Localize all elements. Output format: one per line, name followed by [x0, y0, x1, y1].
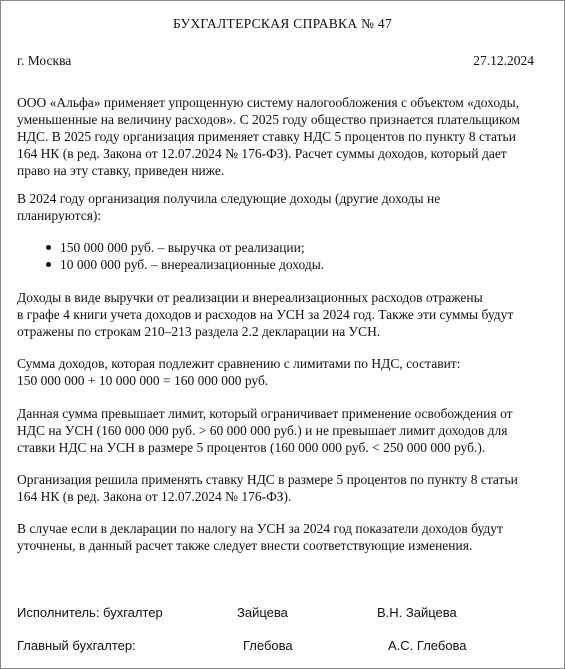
- text-line: НДС на УСН (160 000 000 руб. > 60 000 000 руб.) и не превышает лимит доходов для: [17, 423, 508, 438]
- text-line: уменьшенные на величину расходов». С 2025 году общество признается плательщиком: [17, 112, 520, 127]
- text-line: НДС. В 2025 году организация применяет ставку НДС 5 процентов по пункту 8 статьи: [17, 129, 516, 144]
- list-item: 10 000 000 руб. – внереализационные доходы.: [17, 256, 324, 273]
- text-line: Организация решила применять ставку НДС в размере 5 процентов по пункту 8 статьи: [17, 472, 518, 487]
- text-line: в графе 4 книги учета доходов и расходов на УСН за 2024 год. Также эти суммы будут: [17, 307, 514, 322]
- paragraph-income: [17, 190, 440, 224]
- chief-accountant-role: Главный бухгалтер:: [17, 638, 136, 653]
- text-line: ООО «Альфа» применяет упрощенную систему налогообложения с объектом «доходы,: [17, 95, 520, 110]
- text-line: планируются):: [17, 208, 102, 223]
- text-line: 150 000 000 + 10 000 000 = 160 000 000 руб.: [17, 373, 269, 388]
- paragraph-accounting: [17, 289, 513, 340]
- city: г. Москва: [17, 53, 72, 68]
- text-line: В случае если в декларации по налогу на УСН за 2024 год показатели доходов будут: [17, 521, 503, 536]
- text-line: Сумма доходов, которая подлежит сравнению с лимитами по НДС, составит:: [17, 356, 461, 371]
- text-line: Данная сумма превышает лимит, который ограничивает применение освобождения от: [17, 406, 513, 421]
- text-line: 164 НК (в ред. Закона от 12.07.2024 № 176-ФЗ). Расчет суммы доходов, который дает: [17, 146, 507, 161]
- text-line: ставки НДС на УСН в размере 5 процентов (160 000 000 руб. < 250 000 000 руб.).: [17, 440, 486, 455]
- executor-signature: Зайцева: [237, 605, 288, 620]
- document-title: БУХГАЛТЕРСКАЯ СПРАВКА № 47: [172, 16, 393, 31]
- text-line: Доходы в виде выручки от реализации и внереализационных расходов отражены: [17, 290, 483, 305]
- chief-accountant-signature: Глебова: [243, 638, 293, 653]
- list-item: 150 000 000 руб. – выручка от реализации;: [17, 239, 324, 256]
- paragraph-limits: [17, 405, 513, 456]
- executor-name: В.Н. Зайцева: [377, 605, 457, 620]
- chief-accountant-name: А.С. Глебова: [388, 638, 467, 653]
- paragraph-total: [17, 355, 460, 389]
- document-date: 27.12.2024: [473, 53, 534, 68]
- text-line: уточнены, в данный расчет также следует внести соответствующие изменения.: [17, 538, 473, 553]
- text-line: 164 НК (в ред. Закона от 12.07.2024 № 176-ФЗ).: [17, 489, 292, 504]
- paragraph-decision: [17, 471, 518, 505]
- executor-role: Исполнитель: бухгалтер: [17, 605, 163, 620]
- income-list: [17, 239, 324, 273]
- text-line: В 2024 году организация получила следующие доходы (другие доходы не: [17, 191, 441, 206]
- paragraph-intro: [17, 94, 520, 179]
- text-line: право на эту ставку, приведен ниже.: [17, 163, 225, 178]
- paragraph-corrections: [17, 520, 503, 554]
- text-line: отражены по строкам 210–213 раздела 2.2 декларации на УСН.: [17, 324, 381, 339]
